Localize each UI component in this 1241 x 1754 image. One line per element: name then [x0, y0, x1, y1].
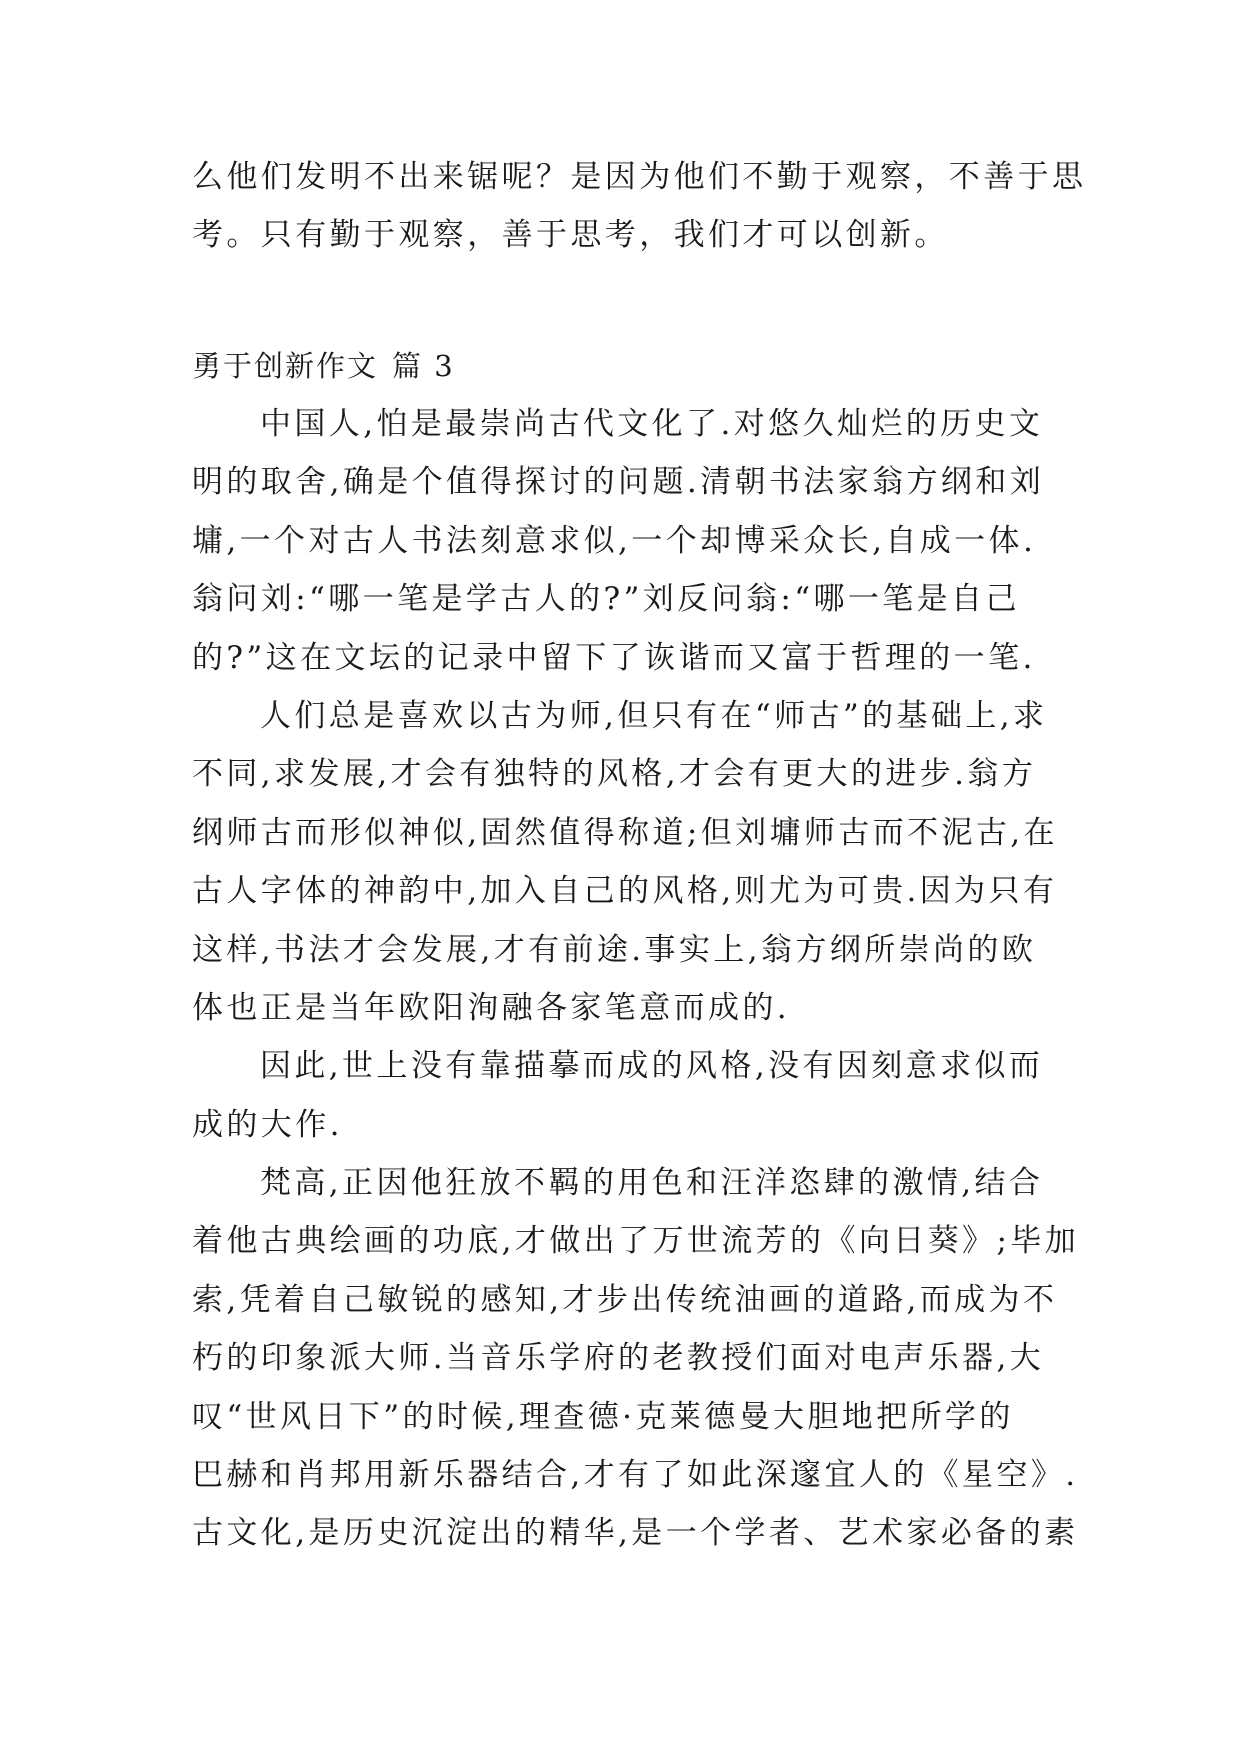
- text-line: 成的大作.: [192, 1106, 343, 1143]
- text-line: 翁问刘:“哪一笔是学古人的?”刘反问翁:“哪一笔是自己: [192, 581, 1020, 618]
- section-number: 篇 3: [392, 349, 455, 383]
- text-line: 索,凭着自己敏锐的感知,才步出传统油画的道路,而成为不: [192, 1281, 1058, 1318]
- text-line: 明的取舍,确是个值得探讨的问题.清朝书法家翁方纲和刘: [192, 464, 1045, 501]
- text-line: 不同,求发展,才会有独特的风格,才会有更大的进步.翁方: [192, 756, 1037, 793]
- text-line: 纲师古而形似神似,固然值得称道;但刘墉师古而不泥古,在: [192, 814, 1058, 851]
- paragraph-first-line: 中国人,怕是最崇尚古代文化了.对悠久灿烂的历史文: [260, 406, 1044, 442]
- section-title: 勇于创新作文: [192, 349, 379, 383]
- section-heading: [192, 337, 455, 395]
- text-line: 古人字体的神韵中,加入自己的风格,则尤为可贵.因为只有: [192, 873, 1058, 910]
- text-line: 墉,一个对古人书法刻意求似,一个却博采众长,自成一体.: [192, 522, 1037, 559]
- paragraph-first-line: 因此,世上没有靠描摹而成的风格,没有因刻意求似而: [260, 1048, 1044, 1085]
- text-line: 着他古典绘画的功底,才做出了万世流芳的《向日葵》;毕加: [192, 1223, 1080, 1260]
- text-line: 考。只有勤于观察，善于思考，我们才可以创新。: [192, 217, 949, 254]
- paragraph-first-line: 梵高,正因他狂放不羁的用色和汪洋恣肆的激情,结合: [260, 1165, 1044, 1202]
- text-line: 这样,书法才会发展,才有前途.事实上,翁方纲所崇尚的欧: [192, 931, 1037, 968]
- essay-body: [192, 395, 1080, 1563]
- text-line: 叹“世风日下”的时候,理查德·克莱德曼大胆地把所学的: [192, 1398, 1014, 1435]
- text-line: 体也正是当年欧阳洵融各家笔意而成的.: [192, 989, 791, 1026]
- text-line: 的?”这在文坛的记录中留下了诙谐而又富于哲理的一笔.: [192, 639, 1036, 676]
- text-line: 巴赫和肖邦用新乐器结合,才有了如此深邃宜人的《星空》.: [192, 1457, 1079, 1494]
- continuation-paragraph: [192, 148, 1087, 265]
- paragraph-first-line: 人们总是喜欢以古为师,但只有在“师古”的基础上,求: [260, 697, 1048, 734]
- text-line: 古文化,是历史沉淀出的精华,是一个学者、艺术家必备的素: [192, 1515, 1079, 1552]
- text-line: 么他们发明不出来锯呢？是因为他们不勤于观察，不善于思: [192, 159, 1087, 195]
- text-line: 朽的印象派大师.当音乐学府的老教授们面对电声乐器,大: [192, 1340, 1045, 1377]
